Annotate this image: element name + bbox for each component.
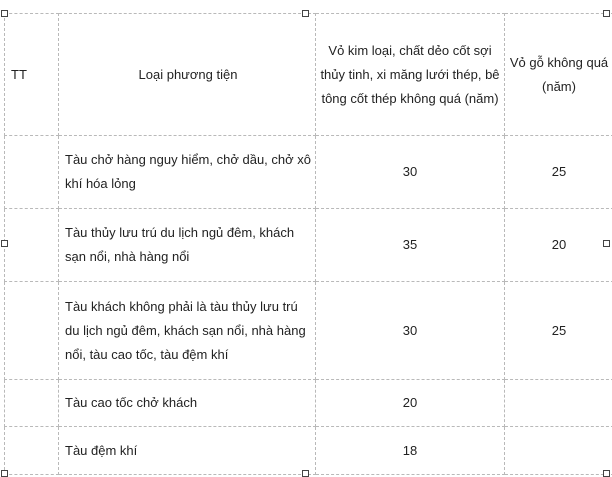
header-metal-hull — [316, 14, 505, 136]
resize-handle-bottom-right[interactable] — [603, 470, 610, 477]
row-tt — [5, 209, 59, 282]
vessel-age-table[interactable] — [4, 13, 612, 475]
header-metal-hull-text: Vỏ kim loại, chất dẻo cốt sợi thủy tinh, xi măng lưới thép, bê tông cốt thép không quá (năm) — [320, 42, 500, 106]
row-wood-years — [505, 427, 612, 475]
row-tt — [5, 380, 59, 427]
header-wood-hull — [505, 14, 612, 136]
resize-handle-bottom-left[interactable] — [1, 470, 8, 477]
table-row — [5, 427, 612, 475]
row-vessel-type: Tàu thủy lưu trú du lịch ngủ đêm, khách sạn nổi, nhà hàng nổi — [59, 209, 316, 282]
resize-handle-top-middle[interactable] — [302, 10, 309, 17]
resize-handle-top-right[interactable] — [603, 10, 610, 17]
table-header-row — [5, 14, 612, 136]
table-row — [5, 209, 612, 282]
row-tt — [5, 136, 59, 209]
row-tt — [5, 282, 59, 380]
row-vessel-type: Tàu cao tốc chở khách — [59, 380, 316, 427]
row-metal-years: 20 — [316, 380, 505, 427]
table-row — [5, 380, 612, 427]
row-metal-years: 30 — [316, 282, 505, 380]
row-metal-years: 30 — [316, 136, 505, 209]
row-metal-years: 35 — [316, 209, 505, 282]
resize-handle-top-left[interactable] — [1, 10, 8, 17]
resize-handle-middle-left[interactable] — [1, 240, 8, 247]
table-row — [5, 136, 612, 209]
row-wood-years: 20 — [505, 209, 612, 282]
row-wood-years — [505, 380, 612, 427]
row-vessel-type: Tàu khách không phải là tàu thủy lưu trú du lịch ngủ đêm, khách sạn nổi, nhà hàng nổi, tàu cao tốc, tàu đệm khí — [59, 282, 316, 380]
row-vessel-type: Tàu chở hàng nguy hiểm, chở dầu, chở xô khí hóa lỏng — [59, 136, 316, 209]
row-wood-years: 25 — [505, 282, 612, 380]
resize-handle-middle-right[interactable] — [603, 240, 610, 247]
row-wood-years: 25 — [505, 136, 612, 209]
row-tt — [5, 427, 59, 475]
row-vessel-type: Tàu đệm khí — [59, 427, 316, 475]
header-tt: TT — [5, 14, 59, 136]
table-row — [5, 282, 612, 380]
header-vessel-type: Loại phương tiện — [59, 14, 316, 136]
header-wood-hull-text: Vỏ gỗ không quá (năm) — [509, 54, 609, 94]
resize-handle-bottom-middle[interactable] — [302, 470, 309, 477]
row-metal-years: 18 — [316, 427, 505, 475]
